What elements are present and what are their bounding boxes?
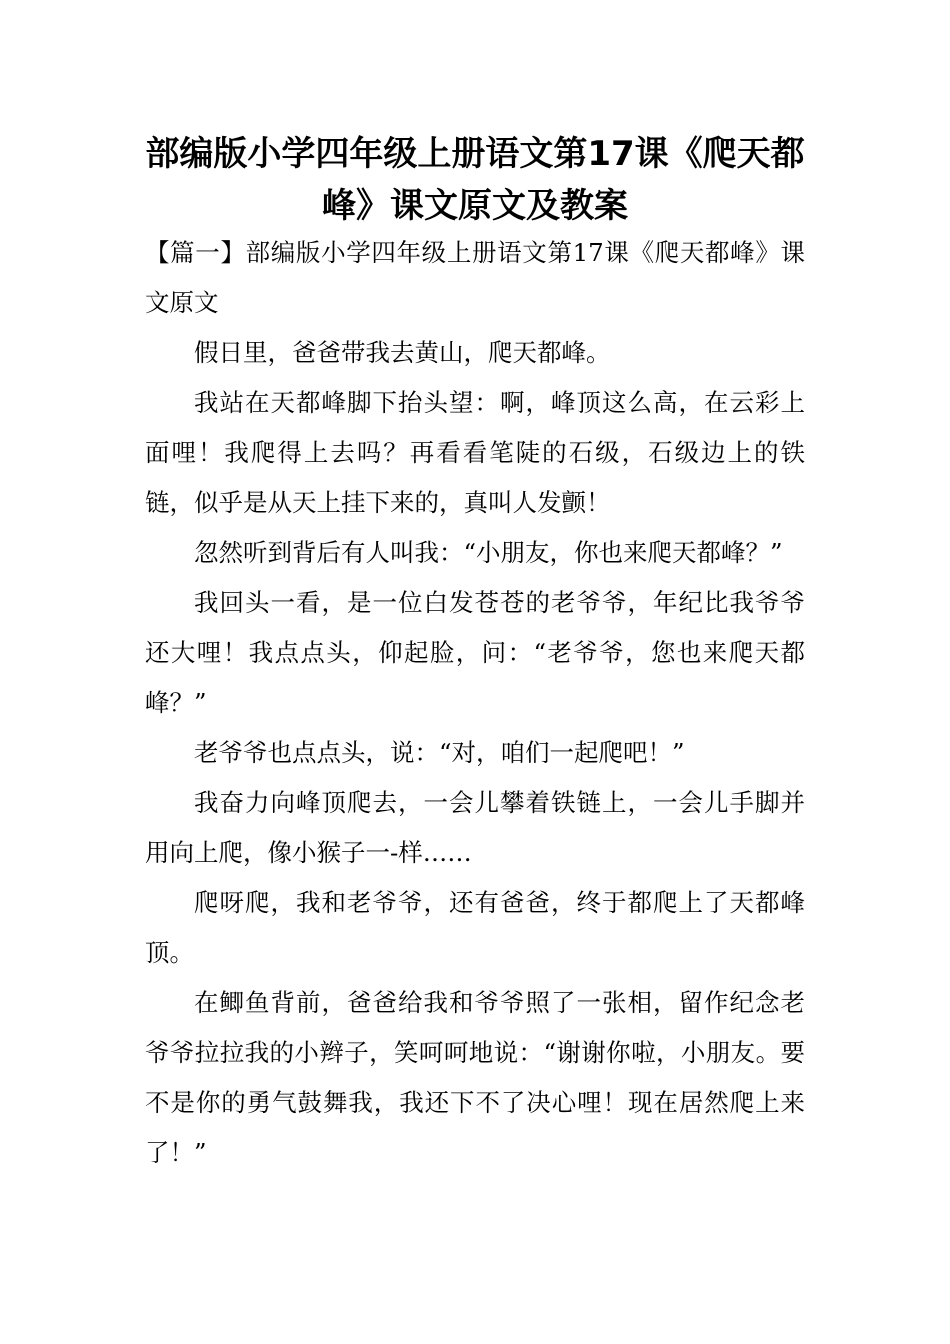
paragraph: 假日里，爸爸带我去黄山，爬天都峰。 [194, 338, 611, 367]
paragraph: 爬呀爬，我和老爷爷，还有爸爸，终于都爬上了天都峰顶。 [145, 888, 805, 967]
paragraph: 在鲫鱼背前，爸爸给我和爷爷照了一张相，留作纪念老爷爷拉拉我的小辫子，笑呵呵地说：“谢谢你啦，小朋友。要不是你的勇气鼓舞我，我还下不了决心哩！现在居然爬上来了！” [145, 988, 805, 1167]
paragraph: 我站在天都峰脚下抬头望：啊，峰顶这么高，在云彩上面哩！我爬得上去吗？再看看笔陡的石级，石级边上的铁链，似乎是从天上挂下来的，真叫人发颤！ [145, 388, 805, 517]
document-title: 部编版小学四年级上册语文第17课《爬天都峰》课文原文及教案 [145, 134, 805, 226]
section-heading: 【篇一】部编版小学四年级上册语文第17课《爬天都峰》课文原文 [145, 238, 805, 317]
paragraph: 我回头一看，是一位白发苍苍的老爷爷，年纪比我爷爷还大哩！我点点头，仰起脸，问：“老爷爷，您也来爬天都峰？” [145, 588, 805, 717]
paragraph: 我奋力向峰顶爬去，一会儿攀着铁链上，一会儿手脚并用向上爬，像小猴子一-样…… [145, 788, 805, 867]
document-body [145, 228, 805, 1178]
paragraph: 老爷爷也点点头，说：“对，咱们一起爬吧！” [194, 738, 685, 767]
paragraph: 忽然听到背后有人叫我：“小朋友，你也来爬天都峰？” [194, 538, 783, 567]
